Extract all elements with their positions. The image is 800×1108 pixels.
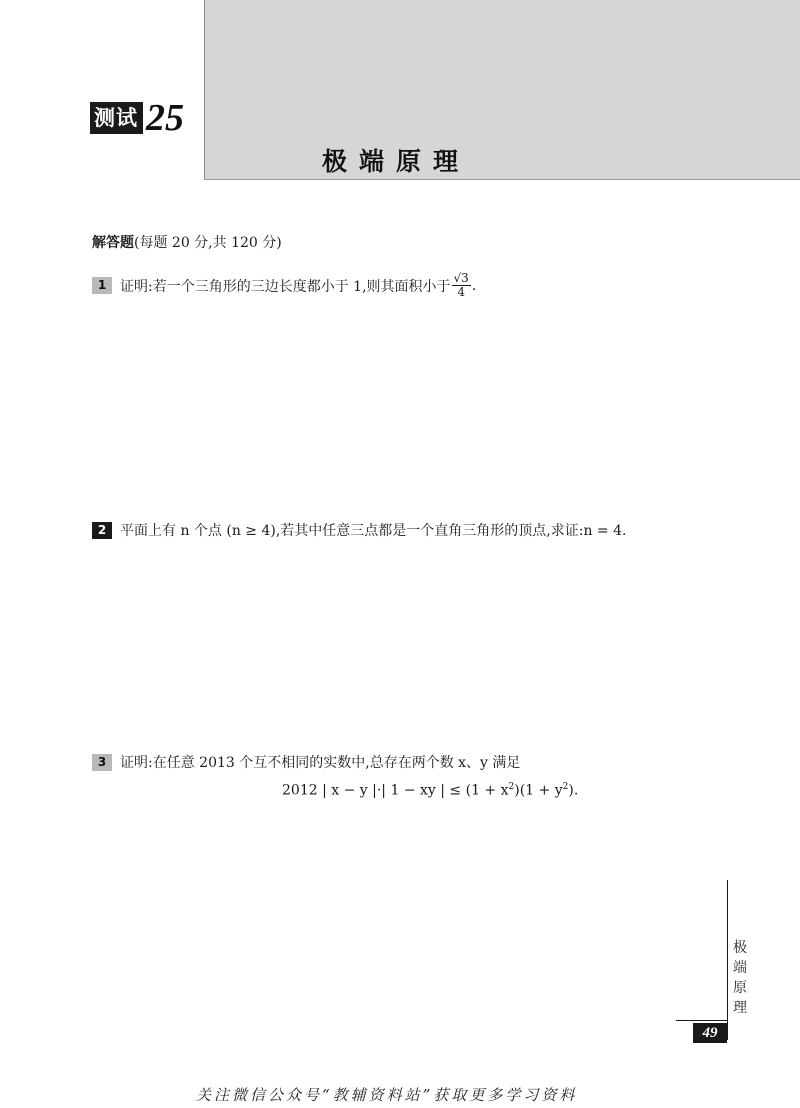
side-tab (731, 938, 749, 1018)
formula-part-c: ). (568, 782, 579, 799)
side-tab-char: 理 (733, 1000, 747, 1016)
test-word: 测试 (90, 102, 143, 134)
problem-tail: . (471, 277, 477, 294)
problem-number-badge: 3 (92, 754, 112, 771)
test-number: 25 (146, 97, 184, 139)
problem-number-badge: 1 (92, 277, 112, 294)
header-divider (204, 179, 800, 180)
exponent: 2 (562, 782, 569, 792)
problem-2 (92, 520, 626, 540)
fraction-numerator: √3 (453, 271, 469, 285)
header-banner (204, 0, 800, 180)
formula-part-a: 2012 | x − y |·| 1 − xy | ≤ (1 + x (282, 782, 509, 799)
problem-text: 证明:在任意 2013 个互不相同的实数中,总存在两个数 x、y 满足 (120, 755, 521, 771)
exponent: 2 (508, 782, 515, 792)
side-tab-char: 极 (733, 940, 747, 956)
page-number: 49 (693, 1023, 727, 1043)
problem-3 (92, 752, 520, 772)
fraction-denominator: 4 (457, 285, 465, 299)
problem-text: 证明:若一个三角形的三边长度都小于 1,则其面积小于 (120, 278, 451, 295)
formula-part-b: )(1 + y (514, 782, 563, 799)
page-rule (676, 1020, 728, 1021)
problem-number-badge: 2 (92, 522, 112, 539)
side-tab-char: 原 (733, 980, 747, 996)
test-label (90, 97, 184, 139)
chapter-title: 极端原理 (322, 147, 471, 176)
inequality-formula (282, 782, 578, 799)
side-rule (727, 880, 728, 1040)
problem-1 (92, 272, 476, 299)
fraction (452, 272, 471, 299)
side-tab-char: 端 (733, 960, 747, 976)
section-heading (92, 232, 282, 252)
problem-text: 平面上有 n 个点 (n ≥ 4),若其中任意三点都是一个直角三角形的顶点,求证:n = 4. (120, 523, 627, 539)
section-heading-label: 解答题 (92, 235, 134, 251)
footer-note: 关注微信公众号“教辅资料站”获取更多学习资料 (196, 1086, 578, 1104)
section-heading-note: (每题 20 分,共 120 分) (134, 235, 282, 251)
